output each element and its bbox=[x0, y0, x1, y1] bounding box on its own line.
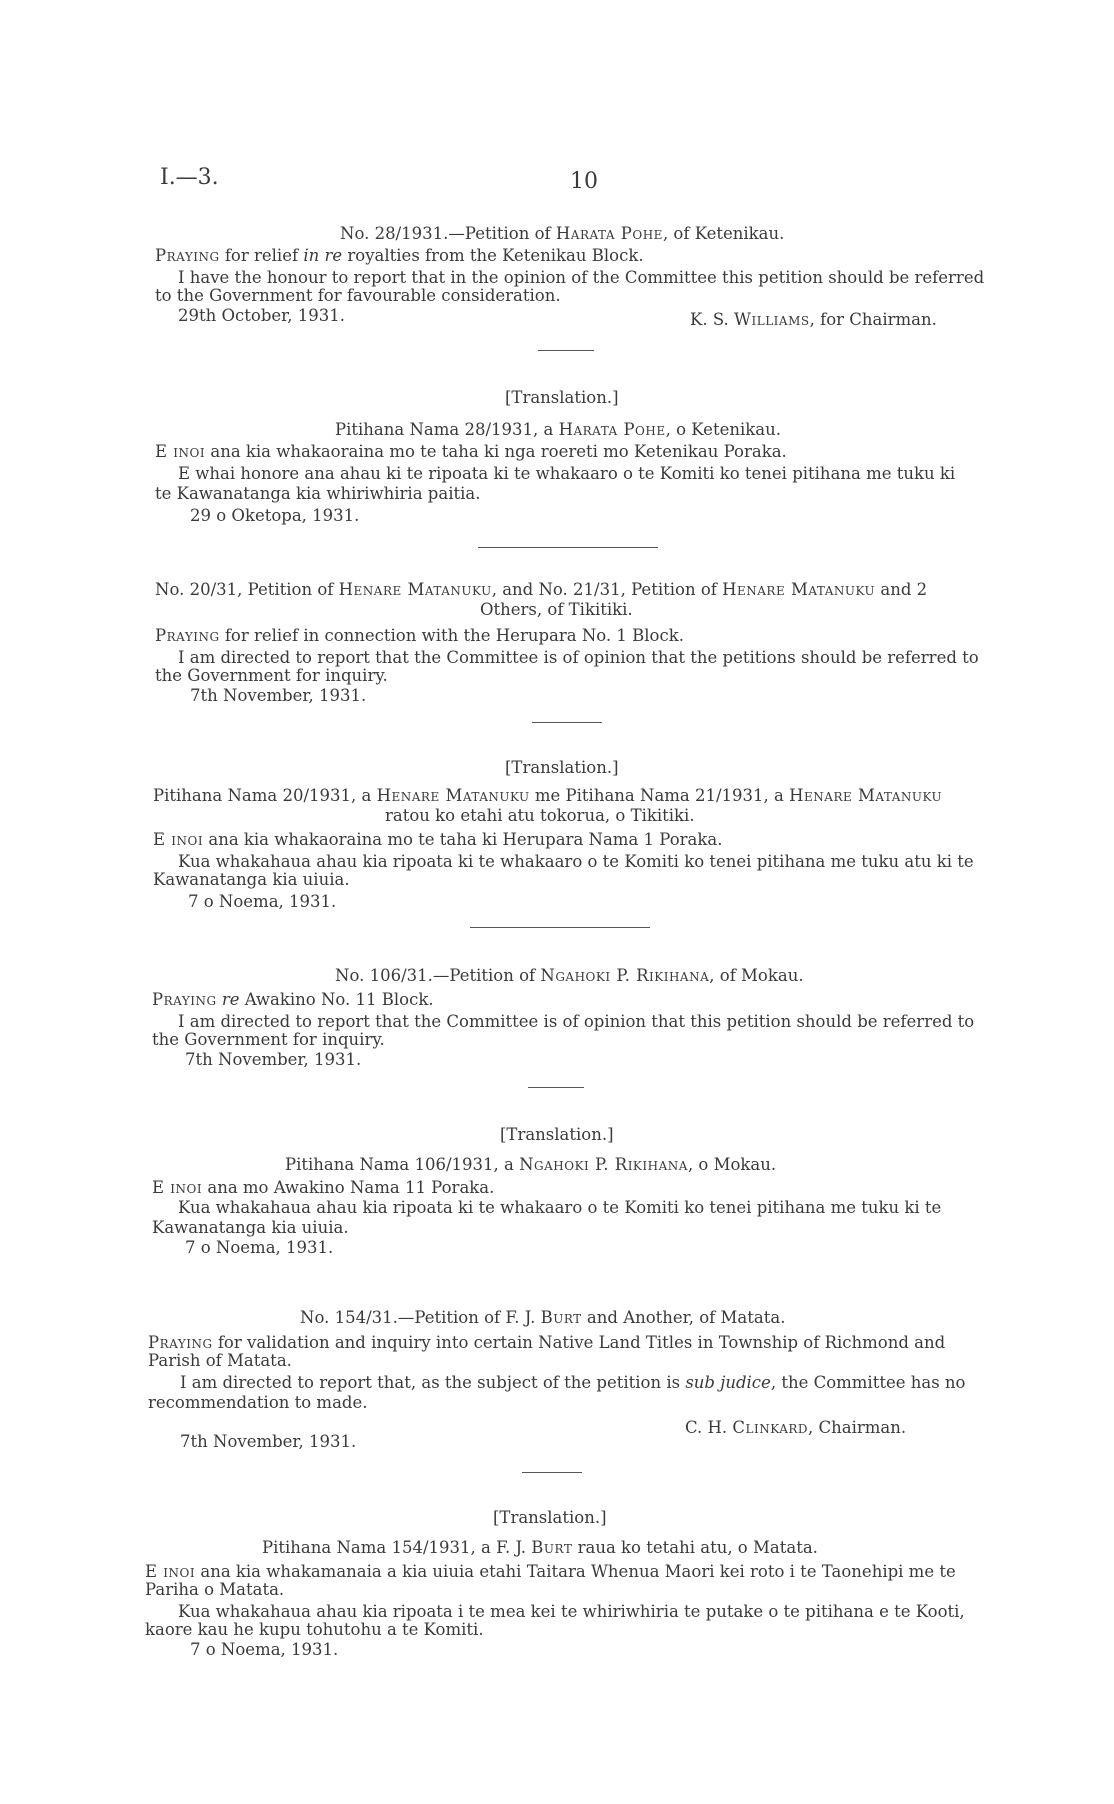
translation-heading: [Translation.] bbox=[500, 1125, 614, 1144]
report-date: 29th October, 1931. bbox=[178, 306, 345, 325]
section-divider bbox=[478, 547, 658, 548]
translation-body-2: Kawanatanga kia uiuia. bbox=[152, 1218, 349, 1237]
translation-date: 7 o Noema, 1931. bbox=[188, 892, 337, 911]
translation-body-2: kaore kau he kupu tohutohu a te Komiti. bbox=[145, 1620, 484, 1639]
petition-heading: No. 28/1931.—Petition of Harata Pohe, of Ketenikau. bbox=[340, 224, 785, 243]
page-number: 10 bbox=[570, 169, 598, 194]
signature: C. H. Clinkard, Chairman. bbox=[685, 1418, 907, 1437]
section-divider bbox=[522, 1472, 582, 1473]
report-date: 7th November, 1931. bbox=[190, 686, 367, 705]
report-line-1: I am directed to report that, as the subject of the petition is sub judice, the Committee has no bbox=[180, 1373, 966, 1392]
section-divider bbox=[528, 1087, 584, 1088]
petition-heading-cont: Others, of Tikitiki. bbox=[480, 600, 633, 619]
report-line-1: I am directed to report that the Committee is of opinion that this petition should be referred to bbox=[178, 1012, 975, 1031]
praying-line: Praying for relief in re royalties from the Ketenikau Block. bbox=[155, 246, 644, 265]
praying-line: Praying re Awakino No. 11 Block. bbox=[152, 990, 434, 1009]
petition-heading: No. 106/31.—Petition of Ngahoki P. Rikihana, of Mokau. bbox=[335, 966, 804, 985]
report-line-2: to the Government for favourable consideration. bbox=[155, 286, 561, 305]
translation-date: 7 o Noema, 1931. bbox=[185, 1238, 334, 1257]
inoi-line: E inoi ana mo Awakino Nama 11 Poraka. bbox=[152, 1178, 495, 1197]
inoi-line: E inoi ana kia whakaoraina mo te taha ki nga roereti mo Ketenikau Poraka. bbox=[155, 442, 787, 461]
report-date: 7th November, 1931. bbox=[185, 1050, 362, 1069]
translation-title: Pitihana Nama 106/1931, a Ngahoki P. Rikihana, o Mokau. bbox=[285, 1155, 777, 1174]
report-line-1: I am directed to report that the Committee is of opinion that the petitions should be referred to bbox=[178, 648, 979, 667]
section-divider bbox=[532, 722, 602, 723]
inoi-line: E inoi ana kia whakamanaia a kia uiuia etahi Taitara Whenua Maori kei roto i te Taonehipi me te bbox=[145, 1562, 956, 1581]
translation-body-2: te Kawanatanga kia whiriwhiria paitia. bbox=[155, 484, 481, 503]
translation-body-1: E whai honore ana ahau ki te ripoata ki te whakaaro o te Komiti ko tenei pitihana me tuku ki bbox=[178, 464, 956, 483]
series-code: I.—3. bbox=[160, 165, 219, 190]
translation-body-2: Kawanatanga kia uiuia. bbox=[153, 870, 350, 889]
praying-line: Praying for validation and inquiry into certain Native Land Titles in Township of Richmond and bbox=[148, 1333, 946, 1352]
translation-body-1: Kua whakahaua ahau kia ripoata ki te whakaaro o te Komiti ko tenei pitihana me tuku atu ki te bbox=[178, 852, 974, 871]
section-divider bbox=[538, 350, 594, 351]
translation-heading: [Translation.] bbox=[493, 1508, 607, 1527]
translation-heading: [Translation.] bbox=[505, 758, 619, 777]
translation-title: Pitihana Nama 154/1931, a F. J. Burt raua ko tetahi atu, o Matata. bbox=[262, 1538, 818, 1557]
petition-heading: No. 154/31.—Petition of F. J. Burt and Another, of Matata. bbox=[300, 1308, 786, 1327]
section-divider bbox=[470, 927, 650, 928]
report-line-2: recommendation to made. bbox=[148, 1393, 368, 1412]
translation-date: 29 o Oketopa, 1931. bbox=[190, 506, 360, 525]
signature: K. S. Williams, for Chairman. bbox=[690, 310, 937, 329]
praying-line: Praying for relief in connection with the Herupara No. 1 Block. bbox=[155, 626, 684, 645]
report-line-2: the Government for inquiry. bbox=[155, 666, 388, 685]
report-line-2: the Government for inquiry. bbox=[152, 1030, 385, 1049]
translation-title: Pitihana Nama 20/1931, a Henare Matanuku me Pitihana Nama 21/1931, a Henare Matanuku bbox=[153, 786, 943, 805]
translation-title: Pitihana Nama 28/1931, a Harata Pohe, o Ketenikau. bbox=[335, 420, 781, 439]
report-date: 7th November, 1931. bbox=[180, 1432, 357, 1451]
translation-body-1: Kua whakahaua ahau kia ripoata ki te whakaaro o te Komiti ko tenei pitihana me tuku ki te bbox=[178, 1198, 942, 1217]
translation-title-cont: ratou ko etahi atu tokorua, o Tikitiki. bbox=[385, 806, 695, 825]
translation-date: 7 o Noema, 1931. bbox=[190, 1640, 339, 1659]
petition-heading: No. 20/31, Petition of Henare Matanuku, and No. 21/31, Petition of Henare Matanuku and 2 bbox=[155, 580, 928, 599]
translation-body-1: Kua whakahaua ahau kia ripoata i te mea kei te whiriwhiria te putake o te pitihana e te Kooti, bbox=[178, 1602, 965, 1621]
translation-heading: [Translation.] bbox=[505, 388, 619, 407]
praying-line-cont: Parish of Matata. bbox=[148, 1351, 292, 1370]
inoi-line: E inoi ana kia whakaoraina mo te taha ki Herupara Nama 1 Poraka. bbox=[153, 830, 723, 849]
report-line-1: I have the honour to report that in the opinion of the Committee this petition should be referred bbox=[178, 268, 985, 287]
inoi-line-cont: Pariha o Matata. bbox=[145, 1580, 285, 1599]
